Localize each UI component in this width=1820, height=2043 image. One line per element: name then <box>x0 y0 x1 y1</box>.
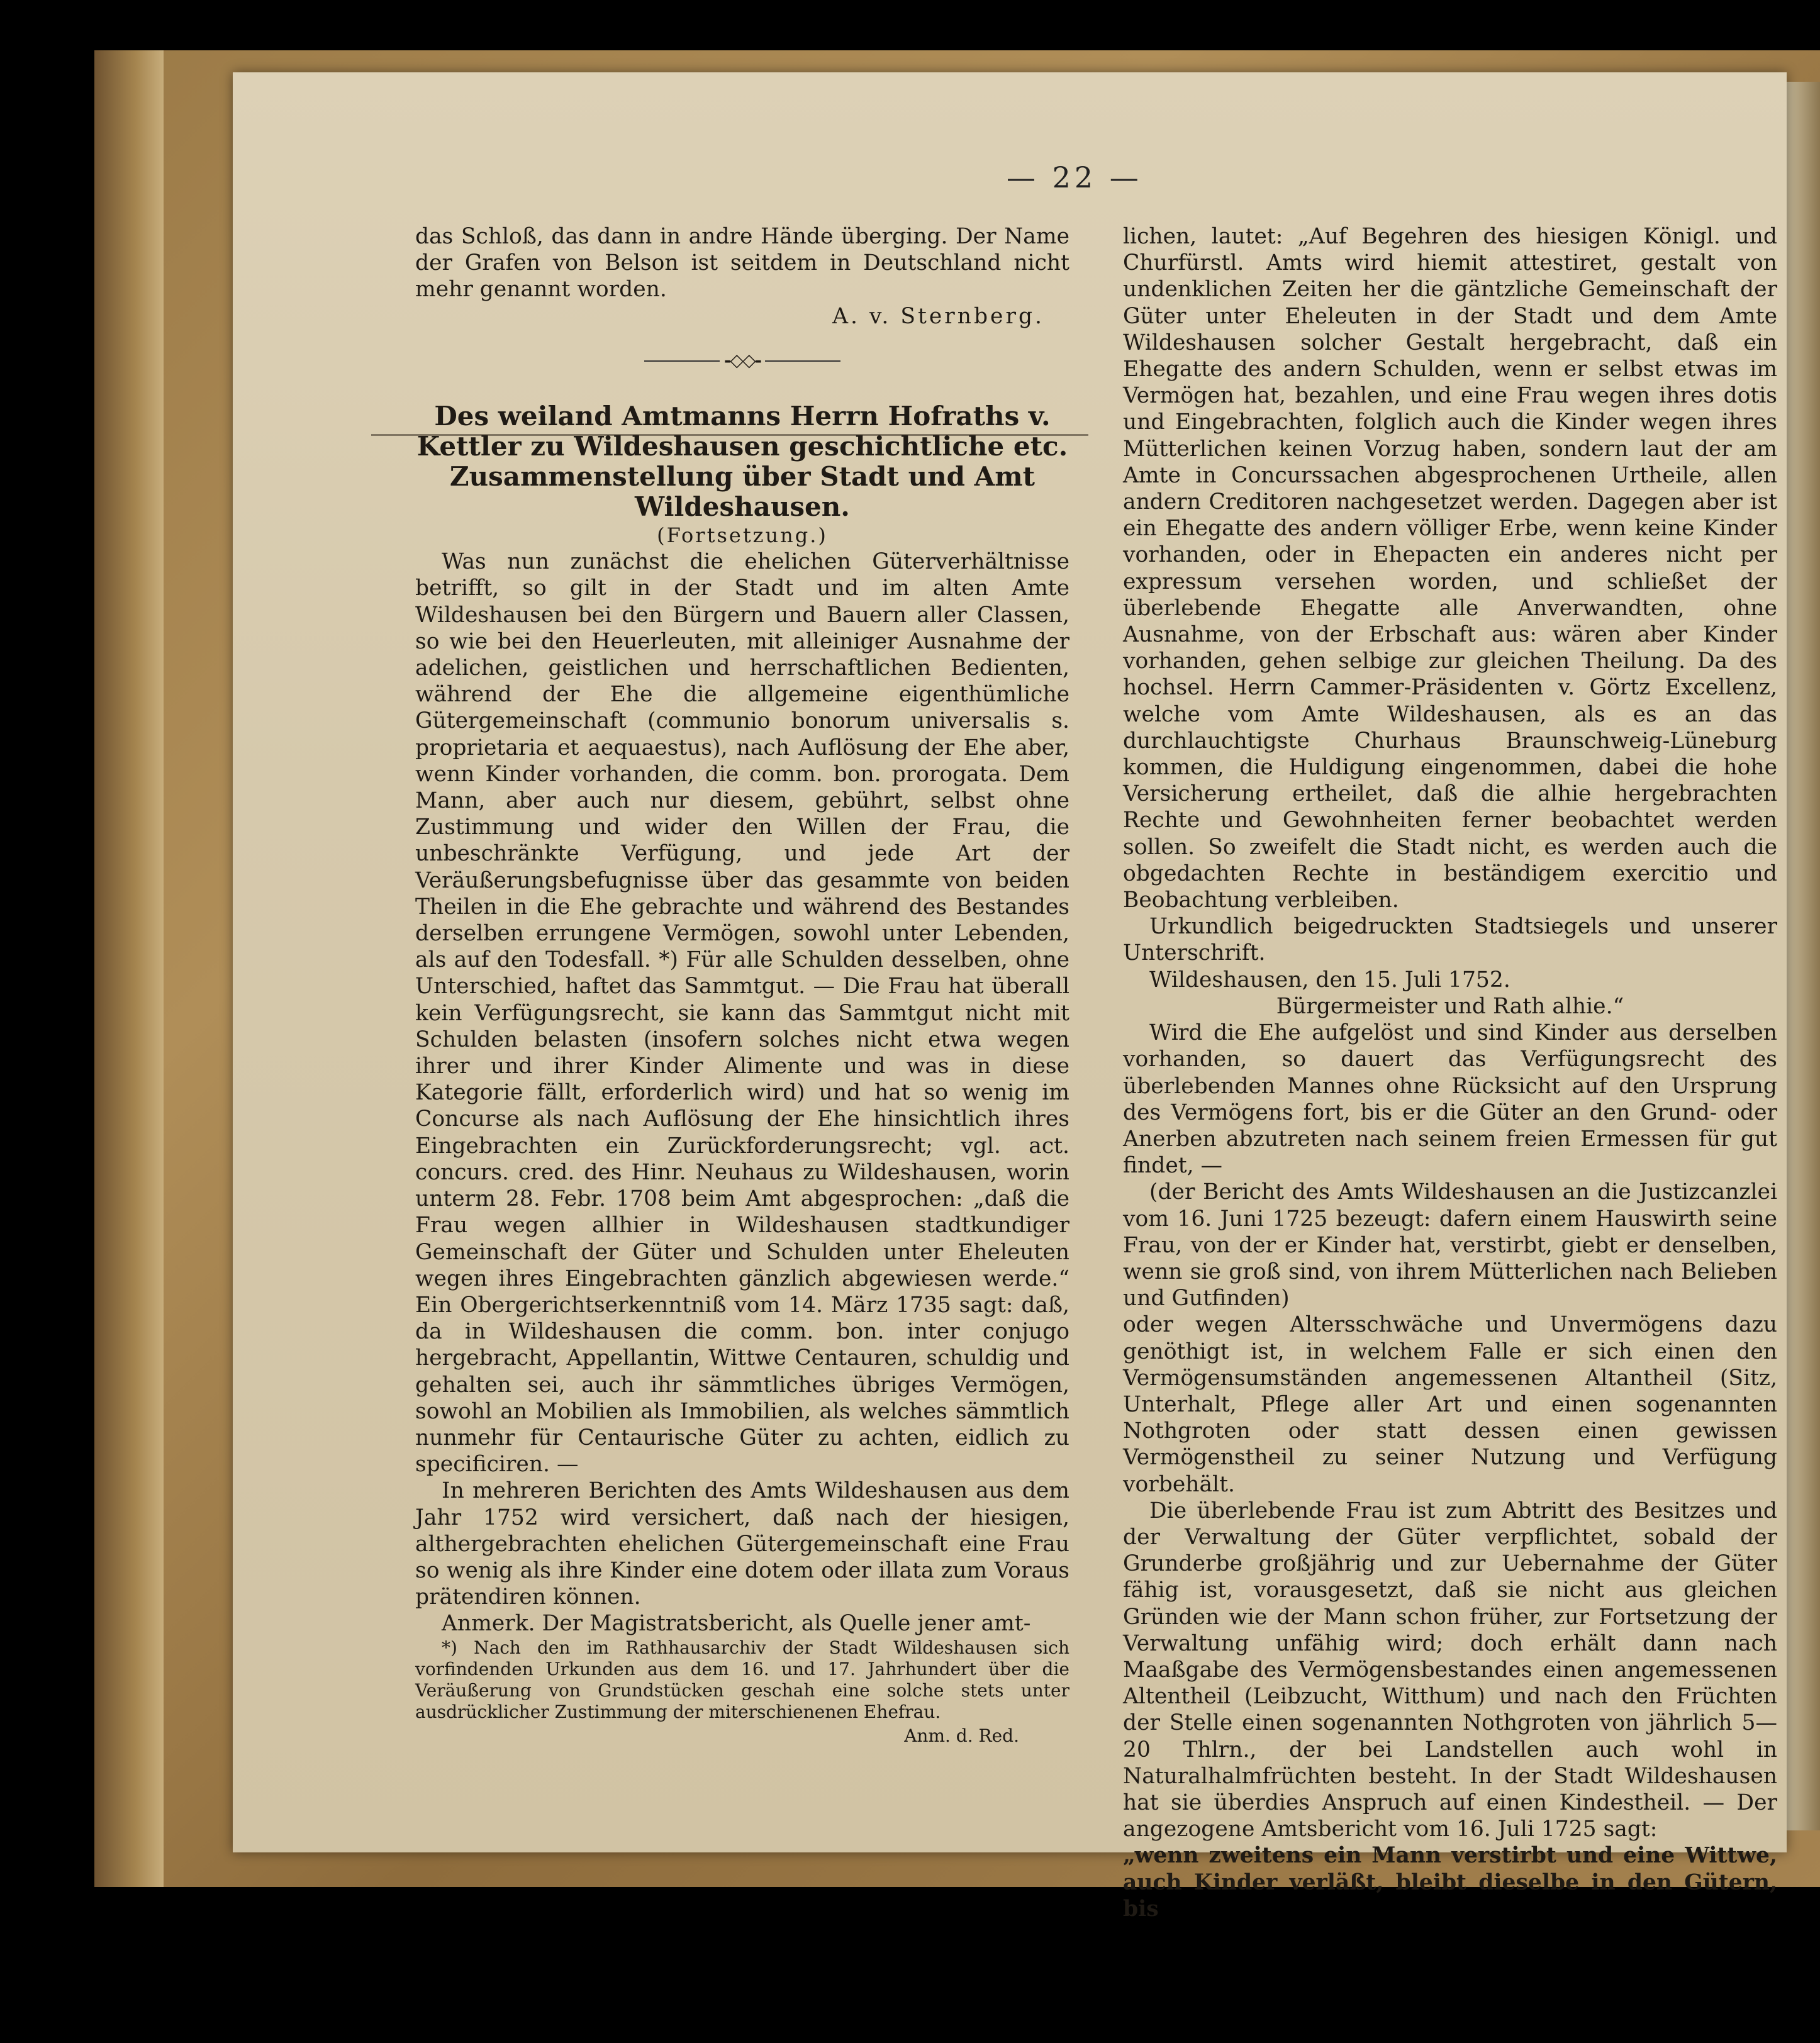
right-paragraph-4: (der Bericht des Amts Wildeshausen an die Justizcanzlei vom 16. Juni 1725 bezeugt: dafern einem Hauswirth seine Frau, von der er Kinder hat, verstirbt, giebt er denselben, wenn sie groß sind, von ihrem Mütterlichen nach Belieben und Gutfinden) <box>1123 1179 1777 1311</box>
left-paragraph-2: In mehreren Berichten des Amts Wildeshausen aus dem Jahr 1752 wird versichert, daß nach der hiesigen, althergebrachten ehelichen Gütergemeinschaft eine Frau so wenig als ihre Kinder eine dotem oder illata zum Voraus prätendiren können. <box>415 1478 1069 1610</box>
next-page-edge <box>1787 82 1820 1830</box>
signatory: Bürgermeister und Rath alhie.“ <box>1276 993 1624 1019</box>
book-spine <box>94 50 164 1887</box>
left-opening-lines: das Schloß, das dann in andre Hände überging. Der Name der Grafen von Belson ist seitdem in Deutschland nicht mehr genannt worden. <box>415 224 1069 303</box>
article-heading: Des weiland Amtmanns Herrn Hofraths v. Kettler zu Wildeshausen geschichtliche etc. Zusammenstellung über Stadt und Amt Wildeshausen. <box>416 401 1068 523</box>
right-paragraph-2: Urkundlich beigedruckten Stadtsiegels und unserer Unterschrift. <box>1123 914 1777 966</box>
left-column <box>415 223 1069 1749</box>
ornament-rule-right <box>765 360 840 362</box>
left-paragraph-3: Anmerk. Der Magistratsbericht, als Quelle jener amt- <box>442 1611 1031 1637</box>
page-number: — 22 — <box>1007 160 1142 194</box>
right-paragraph-6: Die überlebende Frau ist zum Abtritt des Besitzes und der Verwaltung der Güter verpflichtet, sobald der Grunderbe großjährig und zur Uebernahme der Güter fähig ist, vorausgesetzt, daß sie nicht aus gleichen Gründen wie der Mann schon früher, zur Fortsetzung der Verwaltung unfähig wird; doch erhält dann nach Maaßgabe des Vermögensbestandes einen angemessenen Altentheil (Leibzucht, Witthum) und nach den Früchten der Stelle einen sogenannten Nothgroten von jährlich 5—20 Thlrn., der bei Landstellen auch wohl in Naturalhalmfrüchten besteht. In der Stadt Wildeshausen hat sie überdies Anspruch auf einen Kindestheil. — Der angezogene Amtsbericht vom 16. Juli 1725 sagt: <box>1123 1498 1777 1842</box>
right-paragraph-3: Wird die Ehe aufgelöst und sind Kinder aus derselben vorhanden, so dauert das Verfügungsrecht des überlebenden Mannes ohne Rücksicht auf den Ursprung des Vermögens fort, bis er die Güter an den Grund- oder Anerben abzutreten nach seinem freien Ermessen für gut findet, — <box>1123 1020 1777 1179</box>
right-paragraph-1: lichen, lautet: „Auf Begehren des hiesigen Königl. und Churfürstl. Amts wird hiemit attestiret, gestalt von undenklichen Zeiten her die gäntzliche Gemeinschaft der Güter unter Eheleuten in der Stadt und dem Amte Wildeshausen solcher Gestalt hergebracht, daß ein Ehegatte des andern Schulden, wenn er selbst etwas im Vermögen hat, bezahlen, und eine Frau wegen ihres dotis und Eingebrachten, folglich auch die Kinder wegen ihres Mütterlichen keinen Vorzug haben, sondern laut der am Amte in Concurssachen abgesprochenen Urtheile, allen andern Creditoren nachgesetzet werden. Dagegen aber ist ein Ehegatte des andern völliger Erbe, wenn keine Kinder vorhanden, oder in Ehepacten ein anderes nicht per expressum versehen worden, und schließet der überlebende Ehegatte alle Anverwandten, ohne Ausnahme, von der Erbschaft aus: wären aber Kinder vorhanden, gehen selbige zur gleichen Theilung. Da des hochsel. Herrn Cammer-Präsidenten v. Görtz Excellenz, welche vom Amte Wildeshausen, als es an das durchlauchtigste Churhaus Braunschweig-Lüneburg kommen, die Huldigung eingenommen, dabei die hohe Versicherung ertheilet, daß die alhie hergebrachten Rechte und Gewohnheiten ferner beobachtet werden sollen. So zweifelt die Stadt nicht, es werden auch die obgedachten Rechte in beständigem exercitio und Beobachtung verbleiben. <box>1123 224 1777 913</box>
author-signature: A. v. Sternberg. <box>832 303 1044 329</box>
ornament-rule-left <box>644 360 720 362</box>
ornament-glyph: -◇◇- <box>723 349 761 370</box>
continuation-note: (Fortsetzung.) <box>657 523 828 548</box>
right-column <box>1123 223 1777 1922</box>
right-paragraph-7: „wenn zweitens ein Mann verstirbt und eine Wittwe, auch Kinder verläßt, bleibt dieselbe in den Gütern, bis <box>1123 1843 1777 1922</box>
left-paragraph-1: Was nun zunächst die ehelichen Güterverhältnisse betrifft, so gilt in der Stadt und im alten Amte Wildeshausen bei den Bürgern und Bauern aller Classen, so wie bei den Heuerleuten, mit alleiniger Ausnahme der adelichen, geistlichen und herrschaftlichen Bedienten, während der Ehe die allgemeine eigenthümliche Gütergemeinschaft (communio bonorum universalis s. proprietaria et aequaestus), nach Auflösung der Ehe aber, wenn Kinder vorhanden, die comm. bon. prorogata. Dem Mann, aber auch nur diesem, gebührt, selbst ohne Zustimmung und wider den Willen der Frau, die unbeschränkte Verfügung, und jede Art der Veräußerungsbefugnisse über das gesammte von beiden Theilen in die Ehe gebrachte und während des Bestandes derselben errungene Vermögen, sowohl unter Lebenden, als auf den Todesfall. *) Für alle Schulden desselben, ohne Unterschied, haftet das Sammtgut. — Die Frau hat überall kein Verfügungsrecht, sie kann das Sammtgut nicht mit Schulden belasten (insofern solches nicht etwa wegen ihrer und ihrer Kinder Alimente und was in diese Kategorie fällt, erforderlich wird) und hat so wenig im Concurse als nach Auflösung der Ehe hinsichtlich ihres Eingebrachten ein Zurückforderungsrecht; vgl. act. concurs. cred. des Hinr. Neuhaus zu Wildeshausen, worin unterm 28. Febr. 1708 beim Amt abgesprochen: „daß die Frau wegen allhier in Wildeshausen stadtkundiger Gemeinschaft der Güter und Schulden unter Eheleuten wegen ihres Eingebrachten gänzlich abgewiesen werde.“ Ein Obergerichtserkenntniß vom 14. März 1735 sagt: daß, da in Wildeshausen die comm. bon. inter conjugo hergebracht, Appellantin, Wittwe Centauren, schuldig und gehalten sei, auch ihr sämmtliches übriges Vermögen, sowohl an Mobilien als Immobilien, als welches sämmtlich nunmehr für Centaurische Güter zu achten, eidlich zu specificiren. — <box>415 549 1069 1478</box>
place-and-date: Wildeshausen, den 15. Juli 1752. <box>1149 967 1510 993</box>
footnote: *) Nach den im Rathhausarchiv der Stadt Wildeshausen sich vorfindenden Urkunden aus dem 16. und 17. Jahrhundert über die Veräußerung von Grundstücken geschah eine solche stets unter ausdrücklicher Zustimmung der miterschienenen Ehefrau. <box>415 1637 1069 1722</box>
right-paragraph-5: oder wegen Altersschwäche und Unvermögens dazu genöthigt ist, in welchem Falle er sich einen den Vermögensumständen angemessenen Altantheil (Sitz, Unterhalt, Pflege aller Art und einen sogenannten Nothgroten oder statt dessen einen gewissen Vermögenstheil zu seiner Nutzung und Verfügung vorbehält. <box>1123 1312 1777 1497</box>
section-ornament <box>415 347 1069 374</box>
footnote-signature: Anm. d. Red. <box>904 1725 1019 1746</box>
